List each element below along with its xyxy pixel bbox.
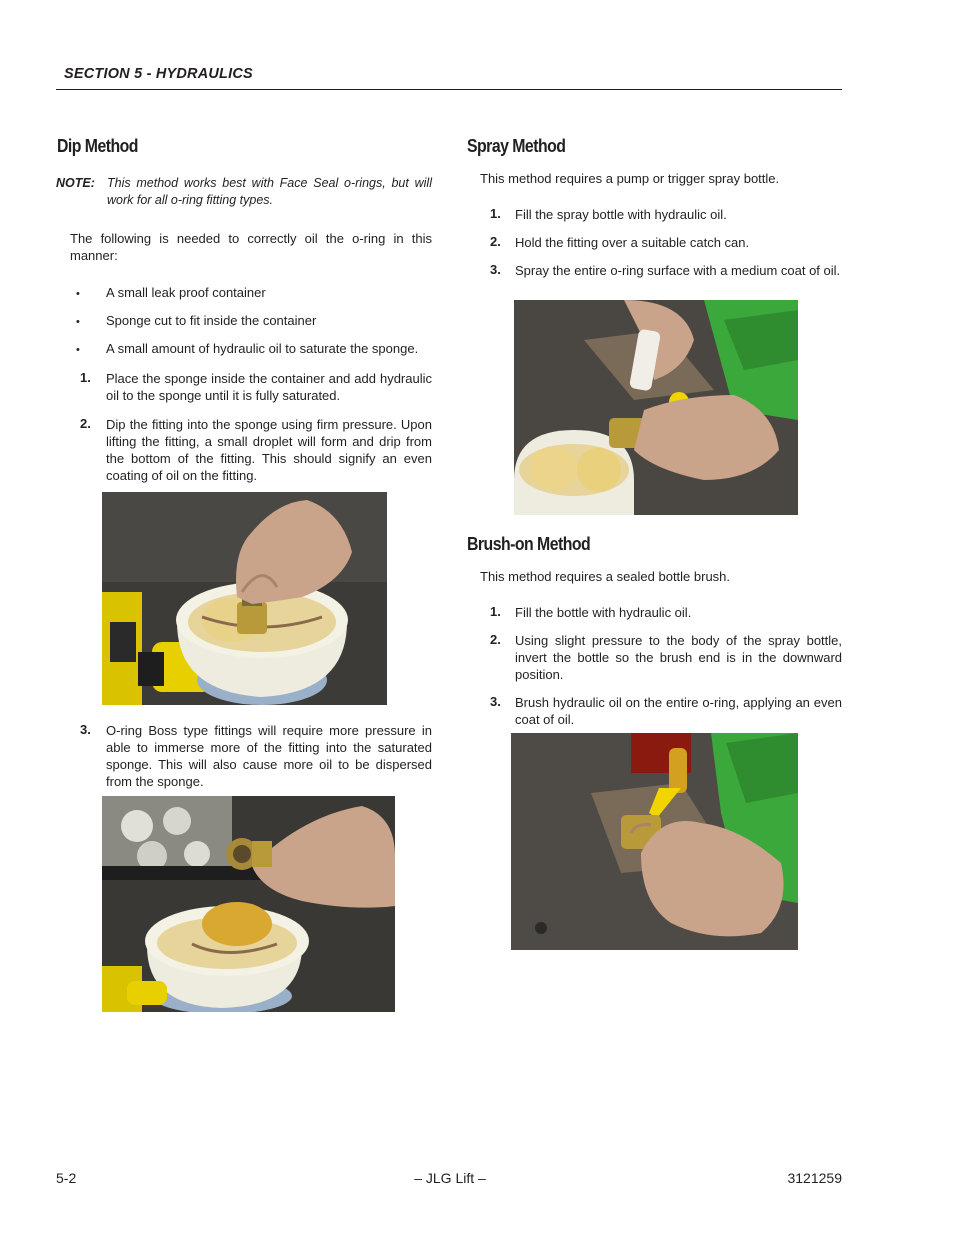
brush-photo	[511, 733, 798, 950]
bullet-dot: •	[76, 344, 80, 356]
document-number: 3121259	[787, 1170, 842, 1186]
spray-step-2: Hold the fitting over a suitable catch can.	[515, 235, 750, 250]
spray-step-3: Spray the entire o-ring surface with a medium coat of oil.	[515, 263, 841, 278]
brush-step-number: 3.	[490, 694, 501, 709]
spray-step-number: 2.	[490, 234, 501, 249]
dip-bullet-2: Sponge cut to fit inside the container	[106, 313, 317, 328]
oring-boss-photo	[102, 796, 395, 1012]
dip-photo	[102, 492, 387, 705]
spray-photo	[514, 300, 798, 515]
spray-method-heading: Spray Method	[467, 136, 566, 156]
dip-step-1: Place the sponge inside the container and add hydraulic oil to the sponge until it is fully saturated.	[106, 371, 432, 403]
note-text: This method works best with Face Seal o-rings, but will work for all o-ring fitting types.	[107, 176, 432, 207]
dip-step-number: 1.	[80, 370, 91, 385]
page-number: 5-2	[56, 1170, 77, 1186]
footer-center: – JLG Lift –	[414, 1170, 486, 1186]
spray-step-1: Fill the spray bottle with hydraulic oil.	[515, 207, 727, 222]
dip-intro: The following is needed to correctly oil the o-ring in this manner:	[70, 231, 432, 263]
dip-step-2: Dip the fitting into the sponge using firm pressure. Upon lifting the fitting, a small droplet will form and drip from the bottom of the fitting. This should signify an even coating of oil on the fitting.	[106, 417, 432, 483]
dip-bullet-1: A small leak proof container	[106, 285, 266, 300]
header-rule	[56, 89, 842, 90]
spray-intro: This method requires a pump or trigger spray bottle.	[480, 171, 780, 186]
dip-method-heading: Dip Method	[57, 136, 138, 156]
brush-step-3: Brush hydraulic oil on the entire o-ring, applying an even coat of oil.	[515, 695, 842, 727]
brush-step-1: Fill the bottle with hydraulic oil.	[515, 605, 692, 620]
dip-step-3: O-ring Boss type fittings will require more pressure in able to immerse more of the fitting into the saturated sponge. This will also cause more oil to be dispersed from the sponge.	[106, 723, 432, 789]
dip-step-number: 3.	[80, 722, 91, 737]
section-title: SECTION 5 - HYDRAULICS	[64, 66, 253, 82]
brush-step-number: 1.	[490, 604, 501, 619]
bullet-dot: •	[76, 288, 80, 300]
dip-bullet-3: A small amount of hydraulic oil to saturate the sponge.	[106, 341, 419, 356]
brush-step-number: 2.	[490, 632, 501, 647]
bullet-dot: •	[76, 316, 80, 328]
brush-intro: This method requires a sealed bottle brush.	[480, 569, 731, 584]
brush-method-heading: Brush-on Method	[467, 534, 591, 554]
brush-step-2: Using slight pressure to the body of the spray bottle, invert the bottle so the brush end is in the downward position.	[515, 633, 842, 682]
dip-step-number: 2.	[80, 416, 91, 431]
note-label: NOTE:	[56, 176, 95, 190]
spray-step-number: 3.	[490, 262, 501, 277]
spray-step-number: 1.	[490, 206, 501, 221]
